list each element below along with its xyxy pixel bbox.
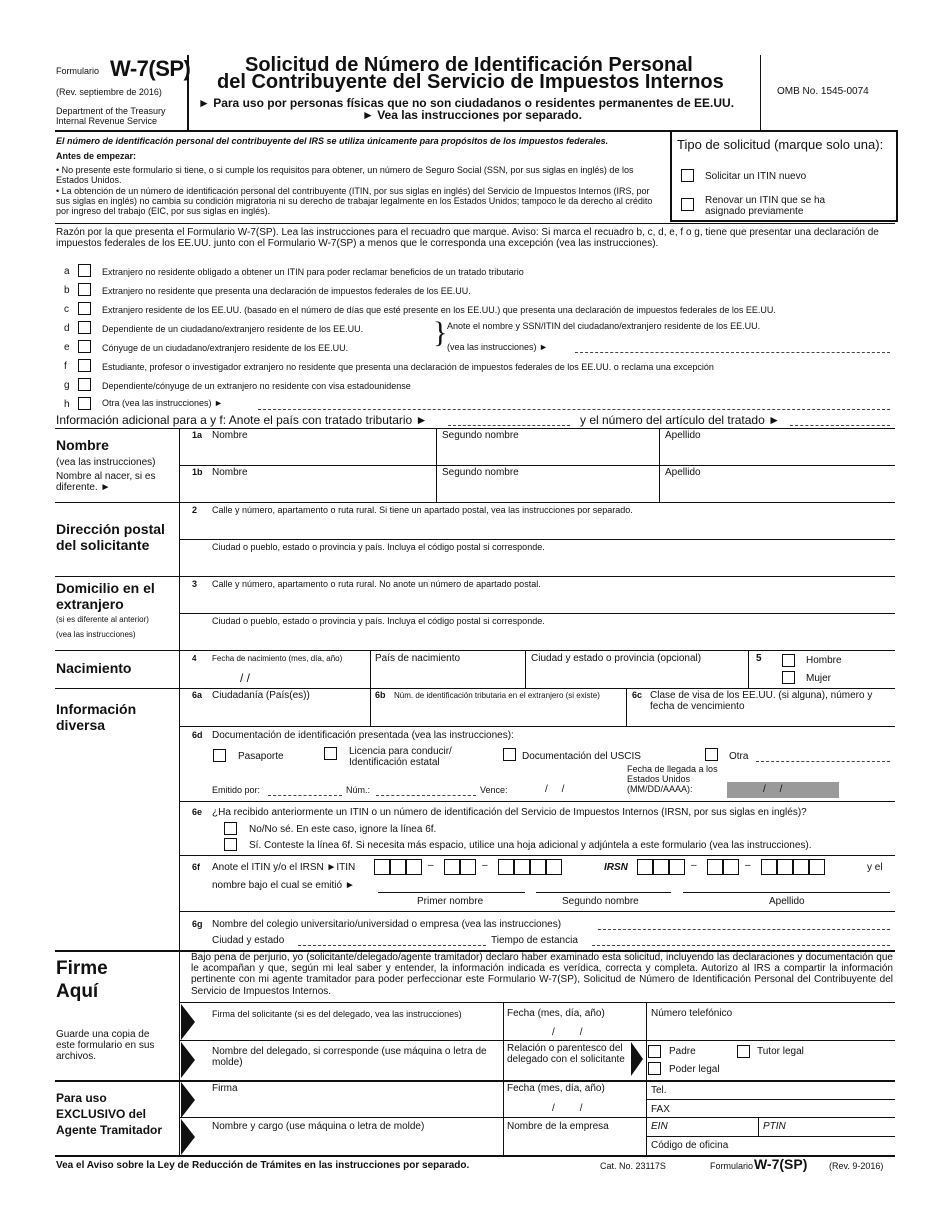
citizenship-label: Ciudadanía (País(es)) xyxy=(212,690,310,701)
catalog-number: Cat. No. 23117S xyxy=(600,1161,666,1171)
reason-h-label: Otra (vea las instrucciones) ► xyxy=(102,398,223,408)
digit-box[interactable] xyxy=(374,859,390,875)
company-name-label: Nombre de la empresa xyxy=(507,1121,609,1132)
agent-name-arrow-icon xyxy=(181,1119,195,1155)
visa-label: Clase de visa de los EE.UU. (si alguna), número y fecha de vencimiento xyxy=(650,690,873,713)
doc-number-label: Núm.: xyxy=(346,785,371,795)
line-6f: 6f xyxy=(192,862,201,872)
digit-box[interactable] xyxy=(406,859,422,875)
sign-date-label: Fecha (mes, día, año) xyxy=(507,1008,605,1019)
section-rule xyxy=(55,502,895,503)
footer-form-label: Formulario xyxy=(710,1161,754,1171)
prior-itin-question: ¿Ha recibido anteriormente un ITIN o un número de identificación del Servicio de Impuestos Internos (IRSN, por sus siglas en inglés)? xyxy=(212,807,807,818)
parent-label: Padre xyxy=(669,1046,696,1057)
foreign-city-label: Ciudad o pueblo, estado o provincia y país. Incluya el código postal si corresponde. xyxy=(212,616,545,626)
digit-box[interactable] xyxy=(546,859,562,875)
line-6a: 6a xyxy=(192,690,203,700)
treaty-country-field[interactable] xyxy=(448,425,570,426)
renew-itin-checkbox[interactable] xyxy=(681,198,694,211)
reason-letter-d: d xyxy=(64,323,70,334)
expires-slashes[interactable]: / / xyxy=(545,784,565,795)
omb-divider xyxy=(760,55,761,130)
reason-b-label: Extranjero no residente que presenta una declaración de impuestos federales de los EE.UU. xyxy=(102,286,471,296)
omb-number: OMB No. 1545-0074 xyxy=(777,86,869,97)
passport-label: Pasaporte xyxy=(238,751,284,762)
arrival-date-label: Fecha de llegada a los Estados Unidos (MM/DD/AAAA): xyxy=(627,764,718,795)
passport-checkbox[interactable] xyxy=(213,749,226,762)
digit-box[interactable] xyxy=(761,859,777,875)
uscis-checkbox[interactable] xyxy=(503,748,516,761)
digit-box[interactable] xyxy=(777,859,793,875)
acceptance-agent-title: Para uso EXCLUSIVO del Agente Tramitador xyxy=(56,1091,163,1138)
info-row-rule xyxy=(179,911,895,912)
digit-box[interactable] xyxy=(723,859,739,875)
dash-separator: – xyxy=(482,860,488,871)
agency: Internal Revenue Service xyxy=(56,116,158,126)
issued-last-name-label: Apellido xyxy=(769,896,805,907)
prior-itin-yes-label: Sí. Conteste la línea 6f. Si necesita más espacio, utilice una hoja adicional y adjúntela a este formulario (vea las instrucciones). xyxy=(249,840,812,851)
length-of-stay-field[interactable] xyxy=(592,945,890,946)
line-5: 5 xyxy=(756,653,762,664)
digit-box[interactable] xyxy=(530,859,546,875)
line-1b: 1b xyxy=(192,467,203,477)
reason-a-checkbox[interactable] xyxy=(78,264,91,277)
birth-name-label: Nombre al nacer, si es diferente. ► xyxy=(56,471,156,494)
drivers-license-label: Licencia para conducir/ Identificación estatal xyxy=(349,746,452,769)
birth-country-label: País de nacimiento xyxy=(375,653,461,664)
digit-box[interactable] xyxy=(390,859,406,875)
dash-separator: – xyxy=(745,860,751,871)
first-name-label: Nombre xyxy=(212,430,248,441)
prior-itin-no-checkbox[interactable] xyxy=(224,822,237,835)
treaty-article-field[interactable] xyxy=(790,425,890,426)
arrival-slashes: / / xyxy=(763,784,783,795)
renew-itin-label: Renovar un ITIN que se ha asignado previamente xyxy=(705,195,826,218)
address-row-rule xyxy=(179,539,895,540)
reason-letter-h: h xyxy=(64,399,70,410)
reason-d-label: Dependiente de un ciudadano/extranjero residente de los EE.UU. xyxy=(102,324,364,334)
issued-first-name-label: Primer nombre xyxy=(417,896,484,907)
length-of-stay-label: Tiempo de estancia xyxy=(491,935,578,946)
info-row-rule xyxy=(179,801,895,802)
mailing-city-label: Ciudad o pueblo, estado o provincia y país. Incluya el código postal si corresponde. xyxy=(212,542,545,552)
form-title-line2: del Contribuyente del Servicio de Impuestos Internos xyxy=(217,71,724,93)
foreign-tin-label: Núm. de identificación tributaria en el extranjero (si existe) xyxy=(394,691,600,700)
id-docs-label: Documentación de identificación presentada (vea las instrucciones): xyxy=(212,730,514,741)
keep-copy-note: Guarde una copia de este formulario en sus archivos. xyxy=(56,1029,155,1063)
name-row-rule xyxy=(179,465,895,466)
female-label: Mujer xyxy=(806,673,832,684)
agent-name-label: Nombre y cargo (use máquina o letra de molde) xyxy=(212,1121,425,1132)
form-revision: (Rev. septiembre de 2016) xyxy=(56,87,162,97)
digit-box[interactable] xyxy=(669,859,685,875)
birth-middle-name-label: Segundo nombre xyxy=(442,467,519,478)
form-code: W-7(SP) xyxy=(110,56,191,81)
line-2: 2 xyxy=(192,505,198,515)
reason-instructions: Razón por la que presenta el Formulario W-7(SP). Lea las instrucciones para el recuadro que marque. Aviso: Si marca el recuadro b, c, d, e, f o g, tiene que presentar una declaración de impuestos federales de los EE.UU. junto con el Formulario W-7(SP) a menos que le corresponda una excepción (vea las instrucciones). xyxy=(56,227,879,250)
section-rule xyxy=(55,576,895,577)
dob-label: Fecha de nacimiento (mes, día, año) xyxy=(212,654,343,663)
agent-rule xyxy=(646,1099,895,1100)
line-3: 3 xyxy=(192,579,198,589)
other-info-title: Información diversa xyxy=(56,701,137,733)
footer-revision: (Rev. 9-2016) xyxy=(829,1161,884,1171)
sign-rule xyxy=(179,1040,895,1041)
other-doc-label: Otra xyxy=(729,751,749,762)
school-label: Nombre del colegio universitario/universidad o empresa (vea las instrucciones) xyxy=(212,919,562,930)
delegate-name-label: Nombre del delegado, si corresponde (use máquina o letra de molde) xyxy=(212,1046,487,1069)
itin-purpose-note: El número de identificación personal del contribuyente del IRS se utiliza únicamente para propósitos de los impuestos federales. xyxy=(56,136,609,146)
birth-divider-3 xyxy=(748,650,749,688)
agent-phone-label: Tel. xyxy=(651,1085,667,1096)
reason-letter-f: f xyxy=(64,361,67,372)
section-rule xyxy=(55,688,895,689)
new-itin-label: Solicitar un ITIN nuevo xyxy=(705,171,807,182)
middle-name-label: Segundo nombre xyxy=(442,430,519,441)
name-section-title: Nombre xyxy=(56,437,109,453)
signature-arrow-icon xyxy=(181,1004,195,1040)
phone-label: Número telefónico xyxy=(651,1008,733,1019)
dash-separator: – xyxy=(428,860,434,871)
drivers-license-checkbox[interactable] xyxy=(324,747,337,760)
reason-c-label: Extranjero residente de los EE.UU. (basado en el número de días que esté presente en los EE.UU.) que presenta una declaración de impuestos federales de los EE.UU. xyxy=(102,305,776,315)
agent-fax-label: FAX xyxy=(651,1104,670,1115)
birth-city-label: Ciudad y estado o provincia (opcional) xyxy=(531,653,702,664)
relationship-arrow-icon xyxy=(631,1042,643,1076)
reason-f-checkbox[interactable] xyxy=(78,359,91,372)
parent-checkbox[interactable] xyxy=(648,1045,661,1058)
other-doc-checkbox[interactable] xyxy=(705,748,718,761)
issued-by-field[interactable] xyxy=(268,795,342,796)
city-state-field[interactable] xyxy=(298,945,486,946)
reason-letter-b: b xyxy=(64,285,70,296)
line-6b: 6b xyxy=(375,690,386,700)
sign-rule xyxy=(179,1002,895,1003)
agent-rule xyxy=(646,1136,895,1137)
mailing-address-title: Dirección postal del solicitante xyxy=(56,521,165,553)
delegate-arrow-icon xyxy=(181,1042,195,1078)
department: Department of the Treasury xyxy=(56,106,166,116)
intro-bullet-1: • No presente este formulario si tiene, o si cumple los requisitos para obtener, un número de Seguro Social (SSN, por sus siglas en inglés) de los Estados Unidos. xyxy=(56,165,634,186)
info-row-rule xyxy=(179,726,895,727)
mailing-street-label: Calle y número, apartamento o ruta rural. Si tiene un apartado postal, vea las instrucciones por separado. xyxy=(212,505,633,515)
birth-section-title: Nacimiento xyxy=(56,660,132,676)
digit-box[interactable] xyxy=(809,859,825,875)
issued-middle-name-field[interactable] xyxy=(536,892,671,893)
arrival-date-field[interactable] xyxy=(727,782,839,798)
legal-guardian-label: Tutor legal xyxy=(757,1046,804,1057)
intro-bullet-2: • La obtención de un número de identificación personal del contribuyente (ITIN, por sus siglas en inglés) del Servicio de Impuestos Internos (IRS, por sus siglas en inglés) no cambia su condición migratoria ni su derecho de trabajar legalmente en los Estados Unidos; tampoco le da derecho al crédito por ingreso del trabajo (EIC, por sus siglas en inglés). xyxy=(56,186,653,217)
info-divider-1 xyxy=(370,688,371,726)
reason-g-label: Dependiente/cónyuge de un extranjero no residente con visa estadounidense xyxy=(102,381,411,391)
issued-by-label: Emitido por: xyxy=(212,785,261,795)
dash-separator: – xyxy=(691,860,697,871)
reason-c-checkbox[interactable] xyxy=(78,302,91,315)
digit-box[interactable] xyxy=(498,859,514,875)
birth-divider-2 xyxy=(525,650,526,688)
power-of-attorney-label: Poder legal xyxy=(669,1064,720,1075)
de-note-line2: (vea las instrucciones) ► xyxy=(447,342,548,352)
line-1a: 1a xyxy=(192,430,203,440)
application-type-title: Tipo de solicitud (marque solo una): xyxy=(677,137,884,152)
digit-box[interactable] xyxy=(707,859,723,875)
ptin-label: PTIN xyxy=(763,1121,786,1132)
reason-letter-e: e xyxy=(64,342,70,353)
office-code-label: Código de oficina xyxy=(651,1140,729,1151)
info-divider-2 xyxy=(626,688,627,726)
other-reason-field[interactable] xyxy=(258,409,890,410)
paperwork-notice: Vea el Aviso sobre la Ley de Reducción de Trámites en las instrucciones por separado. xyxy=(56,1160,470,1171)
section-rule xyxy=(55,650,895,651)
reason-d-checkbox[interactable] xyxy=(78,321,91,334)
digit-box[interactable] xyxy=(514,859,530,875)
info-row-rule xyxy=(179,855,895,856)
digit-box[interactable] xyxy=(637,859,653,875)
birth-first-name-label: Nombre xyxy=(212,467,248,478)
doc-number-field[interactable] xyxy=(376,795,476,796)
form-subtitle-1: ► Para uso por personas físicas que no son ciudadanos o residentes permanentes de EE.UU. xyxy=(198,96,735,110)
sign-here-title-1: Firme xyxy=(56,958,108,979)
line-6e: 6e xyxy=(192,807,203,817)
brace-icon: } xyxy=(433,316,448,349)
new-itin-checkbox[interactable] xyxy=(681,169,694,182)
footer-form-code: W-7(SP) xyxy=(754,1156,808,1172)
de-name-field[interactable] xyxy=(575,352,890,353)
issued-first-name-field[interactable] xyxy=(378,892,525,893)
prior-itin-no-label: No/No sé. En este caso, ignore la línea 6f. xyxy=(249,824,437,835)
before-start-heading: Antes de empezar: xyxy=(56,151,137,161)
relationship-label: Relación o parentesco del delegado con el solicitante xyxy=(507,1043,625,1066)
other-doc-field[interactable] xyxy=(756,761,890,762)
applicant-signature-label: Firma del solicitante (si es del delegado, vea las instrucciones) xyxy=(212,1009,462,1019)
legal-guardian-checkbox[interactable] xyxy=(737,1045,750,1058)
agent-rule xyxy=(179,1117,895,1118)
ein-label: EIN xyxy=(651,1121,668,1132)
ein-ptin-divider xyxy=(758,1117,759,1136)
reason-letter-c: c xyxy=(64,304,69,315)
reason-letter-g: g xyxy=(64,380,70,391)
dob-slashes[interactable]: / / xyxy=(240,671,251,685)
agent-date-slashes[interactable]: / / xyxy=(552,1103,583,1114)
name-section-instructions: (vea las instrucciones) xyxy=(56,457,156,468)
uscis-label: Documentación del USCIS xyxy=(522,751,641,762)
digit-box[interactable] xyxy=(460,859,476,875)
foreign-row-rule xyxy=(179,613,895,614)
reason-e-checkbox[interactable] xyxy=(78,340,91,353)
foreign-address-note: (si es diferente al anterior) xyxy=(56,615,149,624)
sign-divider-3 xyxy=(503,1040,504,1080)
prior-itin-yes-checkbox[interactable] xyxy=(224,838,237,851)
name-issued-label: nombre bajo el cual se emitió ► xyxy=(212,880,355,891)
and-label: y el xyxy=(867,862,883,873)
issued-middle-name-label: Segundo nombre xyxy=(562,896,639,907)
form-title-line1: Solicitud de Número de Identificación Personal xyxy=(245,54,693,76)
digit-box[interactable] xyxy=(653,859,669,875)
additional-info-label: Información adicional para a y f: Anote el país con tratado tributario ► xyxy=(56,413,428,427)
issued-last-name-field[interactable] xyxy=(683,892,890,893)
line-6g: 6g xyxy=(192,919,203,929)
line-6c: 6c xyxy=(632,690,643,700)
reason-letter-a: a xyxy=(64,266,70,277)
line-4: 4 xyxy=(192,654,197,663)
reason-b-checkbox[interactable] xyxy=(78,283,91,296)
reason-h-checkbox[interactable] xyxy=(78,397,91,410)
intro-rule xyxy=(55,223,895,224)
sign-date-slashes[interactable]: / / xyxy=(552,1027,583,1038)
school-field[interactable] xyxy=(598,929,890,930)
reason-f-label: Estudiante, profesor o investigador extranjero no residente que presenta una declaración de impuestos federales de los EE.UU. o reclama una excepción xyxy=(102,362,714,372)
irsn-label: IRSN xyxy=(604,862,628,873)
header-divider xyxy=(187,55,189,130)
form-subtitle-2: ► Vea las instrucciones por separado. xyxy=(362,108,582,122)
agent-signature-label: Firma xyxy=(212,1083,238,1094)
section-rule xyxy=(55,428,895,429)
power-of-attorney-checkbox[interactable] xyxy=(648,1062,661,1075)
expires-label: Vence: xyxy=(480,785,508,795)
sign-divider-2 xyxy=(646,1002,647,1080)
de-note-line1: Anote el nombre y SSN/ITIN del ciudadano/extranjero residente de los EE.UU. xyxy=(447,321,761,331)
line-6d: 6d xyxy=(192,730,203,740)
foreign-address-instructions: (vea las instrucciones) xyxy=(56,630,136,639)
digit-box[interactable] xyxy=(444,859,460,875)
agent-signature-arrow-icon xyxy=(181,1082,195,1118)
city-state-label: Ciudad y estado xyxy=(212,935,285,946)
reason-a-label: Extranjero no residente obligado a obtener un ITIN para poder reclamar beneficios de un tratado tributario xyxy=(102,267,524,277)
birth-last-name-label: Apellido xyxy=(665,467,701,478)
foreign-address-title: Domicilio en el extranjero xyxy=(56,580,155,612)
last-name-label: Apellido xyxy=(665,430,701,441)
male-checkbox[interactable] xyxy=(782,654,795,667)
left-column-divider xyxy=(179,428,180,1080)
treaty-article-label: y el número del artículo del tratado ► xyxy=(580,413,780,427)
sign-here-title-2: Aquí xyxy=(56,981,99,1002)
digit-box[interactable] xyxy=(793,859,809,875)
foreign-street-label: Calle y número, apartamento o ruta rural. No anote un número de apartado postal. xyxy=(212,579,541,589)
reason-g-checkbox[interactable] xyxy=(78,378,91,391)
reason-e-label: Cónyuge de un ciudadano/extranjero residente de los EE.UU. xyxy=(102,343,349,353)
birth-divider-1 xyxy=(370,650,371,688)
male-label: Hombre xyxy=(806,655,842,666)
enter-itin-label: Anote el ITIN y/o el IRSN ►ITIN xyxy=(212,862,356,873)
form-label: Formulario xyxy=(56,66,100,76)
perjury-statement: Bajo pena de perjurio, yo (solicitante/delegado/agente tramitador) declaro haber examinado esta solicitud, incluyendo las declaraciones y documentación que le acompañan y que, según mi leal saber y entender, la información indicada es verídica, correcta y completa. Autorizo al IRS a compartir la información pertinente con mi agente tramitador para poder perfeccionar este Formulario W-7(SP), Solicitud de Número de Identificación Personal del Contribuyente del Servicio de Impuestos Internos. xyxy=(191,952,893,997)
sign-divider-1 xyxy=(503,1002,504,1040)
agent-date-label: Fecha (mes, día, año) xyxy=(507,1083,605,1094)
female-checkbox[interactable] xyxy=(782,671,795,684)
